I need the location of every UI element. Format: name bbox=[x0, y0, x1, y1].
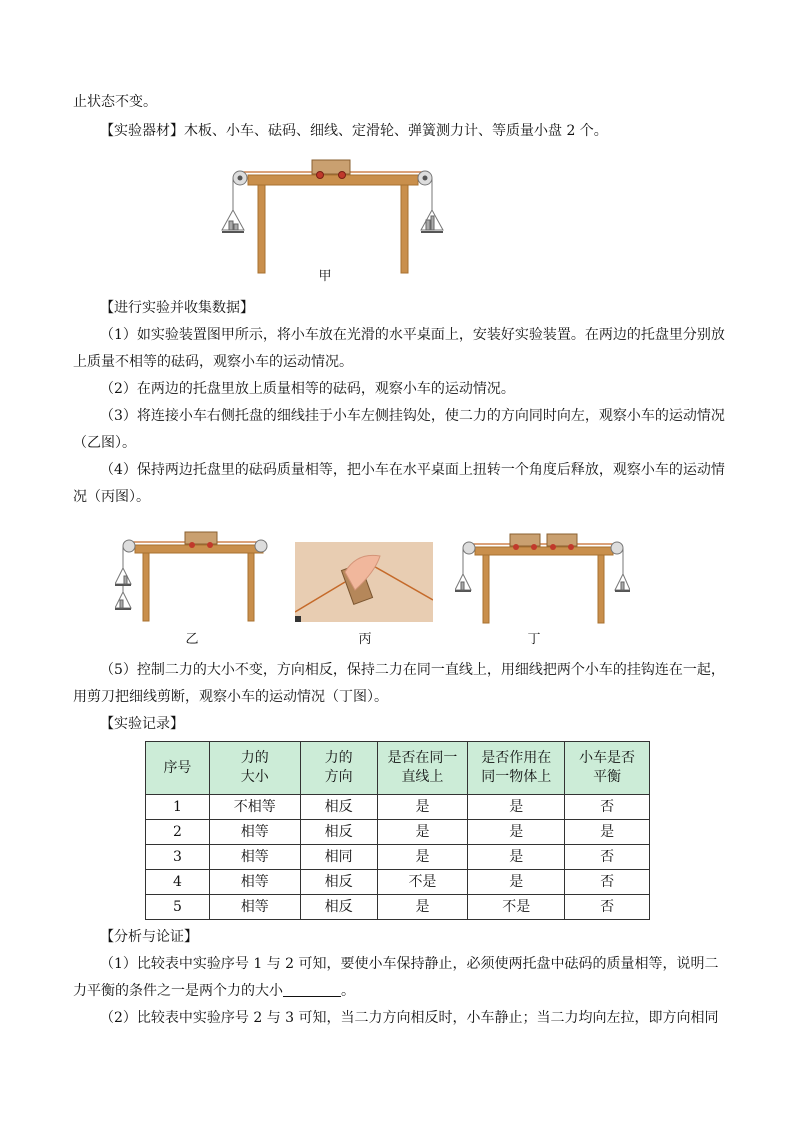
table-row bbox=[146, 795, 650, 820]
table-cell: 1 bbox=[146, 795, 210, 820]
step-4-line: （4）保持两边托盘里的砝码质量相等，把小车在水平桌面上扭转一个角度后释放，观察小车的运动情 bbox=[100, 462, 725, 478]
table-row bbox=[146, 820, 650, 845]
analysis-1-line-2 bbox=[73, 981, 355, 1001]
table-header-cell: 是否作用在 同一物体上 bbox=[468, 742, 565, 795]
analysis-heading: 【分析与论证】 bbox=[100, 929, 198, 945]
step-1-line-2: 上质量不相等的砝码，观察小车的运动情况。 bbox=[73, 354, 353, 370]
analysis-2-line: （2）比较表中实验序号 2 与 3 可知，当二力方向相反时，小车静止；当二力均向左拉，即方向相同 bbox=[100, 1010, 719, 1026]
figure-jia bbox=[220, 150, 445, 280]
table-header-row bbox=[146, 742, 650, 795]
figure-ding bbox=[455, 528, 630, 628]
analysis-1-line: （1）比较表中实验序号 1 与 2 可知，要使小车保持静止，必须使两托盘中砝码的质量相等，说明二 bbox=[100, 956, 719, 972]
table-row bbox=[146, 870, 650, 895]
table-row bbox=[146, 895, 650, 920]
table-cell: 相反 bbox=[300, 870, 377, 895]
table-row bbox=[146, 845, 650, 870]
step-5-line: （5）控制二力的大小不变，方向相反，保持二力在同一直线上，用细线把两个小车的挂钩连在一起， bbox=[100, 662, 725, 678]
table-cell: 是 bbox=[468, 845, 565, 870]
figure-yi bbox=[115, 528, 275, 626]
section-heading: 【进行实验并收集数据】 bbox=[100, 300, 254, 316]
table-cell: 是 bbox=[377, 820, 468, 845]
text-line: 止状态不变。 bbox=[73, 94, 157, 110]
table-cell: 是 bbox=[468, 870, 565, 895]
step-3-line-2: （乙图）。 bbox=[73, 435, 136, 451]
table-cell: 否 bbox=[565, 795, 650, 820]
table-cell: 相等 bbox=[209, 895, 300, 920]
analysis-1-end: 。 bbox=[341, 983, 355, 999]
figure-bing bbox=[295, 542, 433, 622]
figure-bing-caption: 丙 bbox=[358, 632, 372, 647]
table-header-cell: 是否在同一 直线上 bbox=[377, 742, 468, 795]
table-cell: 3 bbox=[146, 845, 210, 870]
table-header-cell: 小车是否 平衡 bbox=[565, 742, 650, 795]
table-cell: 不相等 bbox=[209, 795, 300, 820]
step-4-line-2: 况（丙图）。 bbox=[73, 489, 150, 505]
record-heading: 【实验记录】 bbox=[100, 716, 184, 732]
table-cell: 否 bbox=[565, 895, 650, 920]
figure-yi-caption: 乙 bbox=[185, 632, 199, 647]
table-header-cell: 序号 bbox=[146, 742, 210, 795]
table-cell: 相等 bbox=[209, 870, 300, 895]
figure-ding-caption: 丁 bbox=[527, 632, 541, 647]
table-header-cell: 力的 大小 bbox=[209, 742, 300, 795]
step-3-line: （3）将连接小车右侧托盘的细线挂于小车左侧挂钩处，使二力的方向同时向左，观察小车的运动情况 bbox=[100, 408, 725, 424]
table-cell: 相反 bbox=[300, 895, 377, 920]
table-cell: 是 bbox=[377, 795, 468, 820]
equipment-line: 【实验器材】木板、小车、砝码、细线、定滑轮、弹簧测力计、等质量小盘 2 个。 bbox=[100, 123, 608, 139]
table-cell: 是 bbox=[468, 795, 565, 820]
step-1-line: （1）如实验装置图甲所示，将小车放在光滑的水平桌面上，安装好实验装置。在两边的托盘里分别放 bbox=[100, 327, 725, 343]
table-cell: 否 bbox=[565, 870, 650, 895]
table-header-cell: 力的 方向 bbox=[300, 742, 377, 795]
table-cell: 相反 bbox=[300, 820, 377, 845]
table-cell: 相同 bbox=[300, 845, 377, 870]
table-cell: 是 bbox=[565, 820, 650, 845]
table-cell: 是 bbox=[377, 845, 468, 870]
table-cell: 相等 bbox=[209, 820, 300, 845]
step-5-line-2: 用剪刀把细线剪断，观察小车的运动情况（丁图）。 bbox=[73, 689, 388, 705]
table-cell: 否 bbox=[565, 845, 650, 870]
table-cell: 5 bbox=[146, 895, 210, 920]
table-cell: 4 bbox=[146, 870, 210, 895]
step-2-line: （2）在两边的托盘里放上质量相等的砝码，观察小车的运动情况。 bbox=[100, 381, 515, 397]
answer-blank[interactable] bbox=[283, 982, 341, 997]
record-table bbox=[145, 741, 650, 920]
table-cell: 不是 bbox=[468, 895, 565, 920]
table-cell: 是 bbox=[468, 820, 565, 845]
table-cell: 是 bbox=[377, 895, 468, 920]
table-cell: 相反 bbox=[300, 795, 377, 820]
table-cell: 相等 bbox=[209, 845, 300, 870]
analysis-1-text: 力平衡的条件之一是两个力的大小 bbox=[73, 983, 283, 999]
table-cell: 2 bbox=[146, 820, 210, 845]
figure-jia-caption: 甲 bbox=[318, 269, 332, 284]
table-cell: 不是 bbox=[377, 870, 468, 895]
